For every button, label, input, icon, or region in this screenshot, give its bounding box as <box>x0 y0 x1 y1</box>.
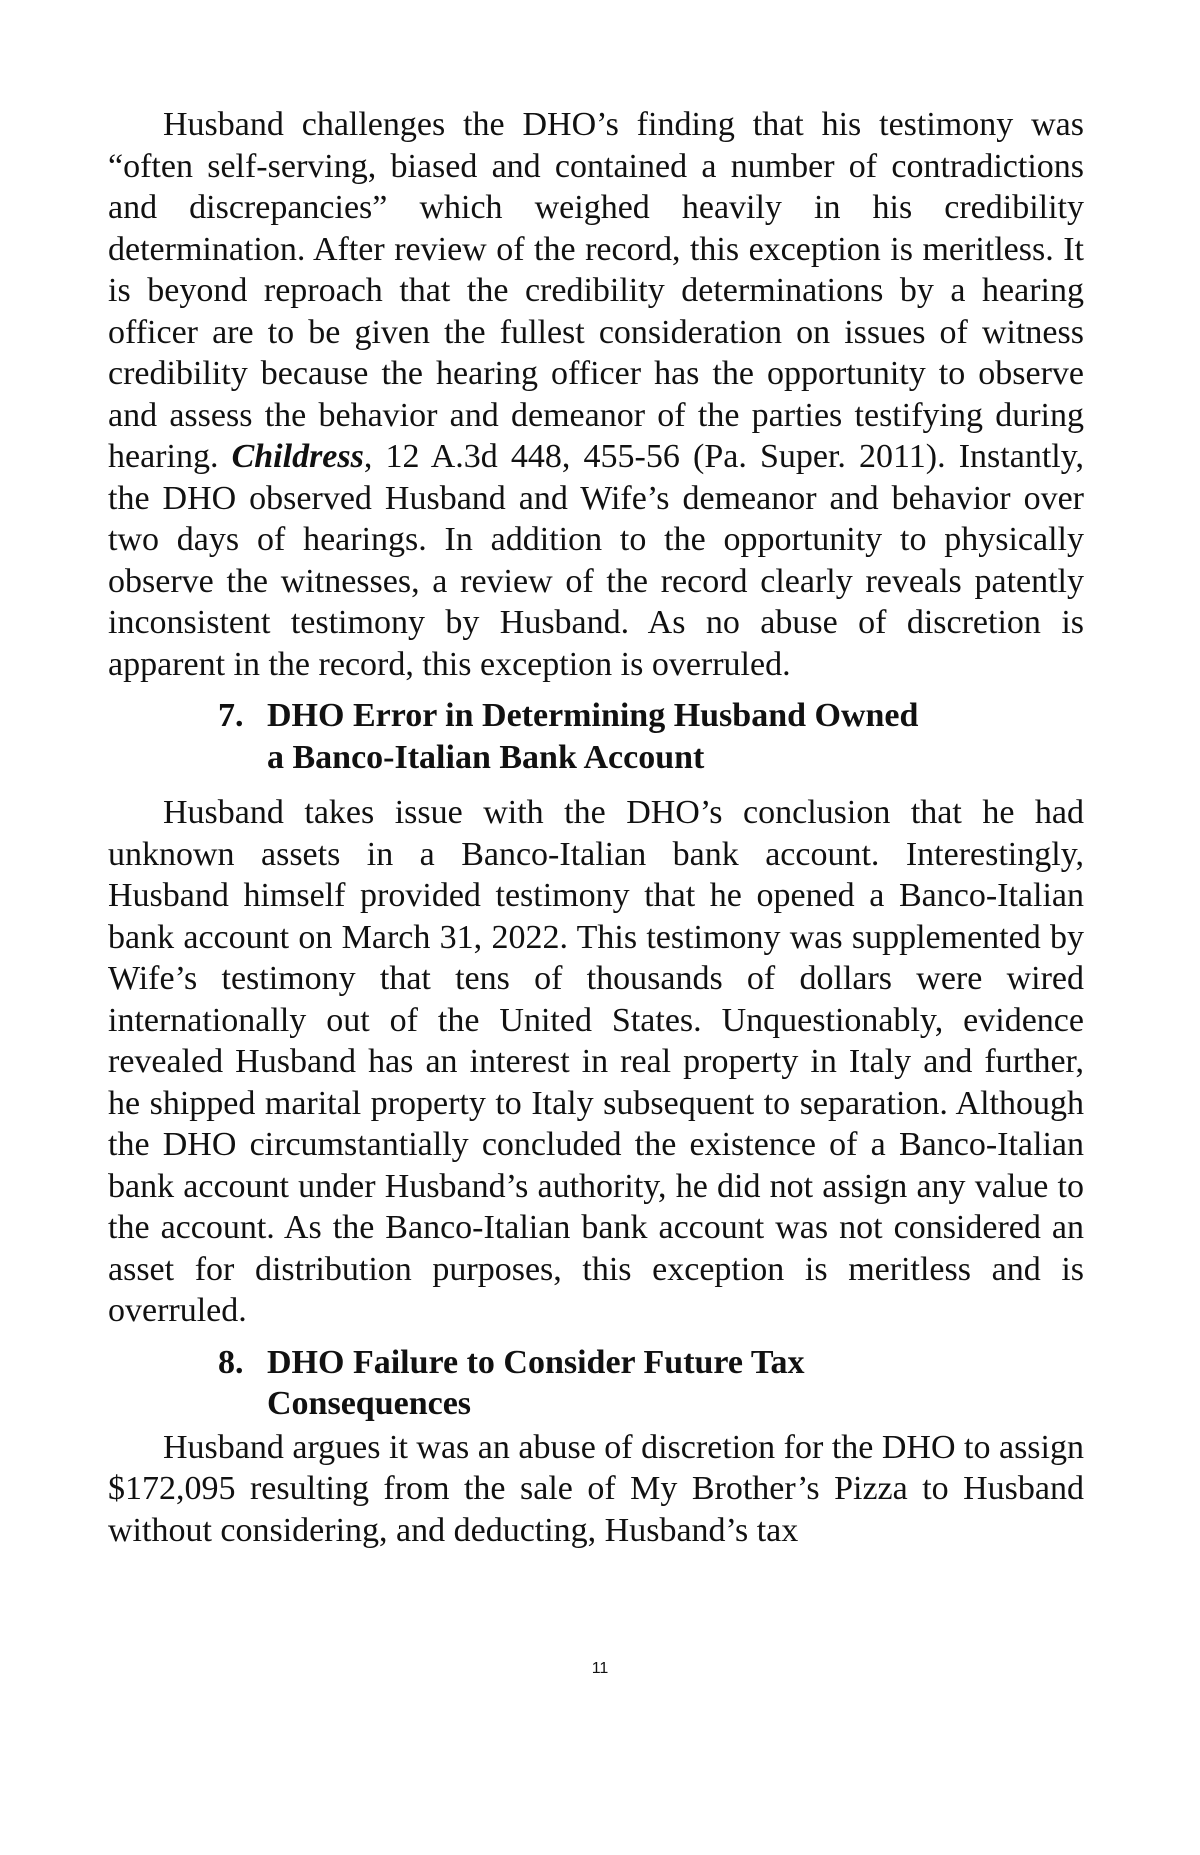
paragraph-tax-consequences: Husband argues it was an abuse of discretion for the DHO to assign $172,095 resulting from the sale of My Brother’s Pizza to Husband without considering, and deducting, Husband’s tax <box>108 1428 1084 1549</box>
section-title-line: a Banco-Italian Bank Account <box>267 738 705 776</box>
section-heading-8 <box>108 1342 1084 1425</box>
section-number: 7. <box>218 697 244 734</box>
section-number: 8. <box>218 1343 244 1381</box>
section-title-line: DHO Failure to Consider Future Tax <box>267 1343 805 1381</box>
case-citation-name: Childress <box>231 438 364 475</box>
paragraph-text: Husband challenges the DHO’s finding that his testimony was “often self-serving, biased and contained a number of contradictions and discrepancies” which weighed heavily in his credibility determination. After review of the record, this exception is meritless. It is beyond reproach that the credibility determinations by a hearing officer are to be given the fullest consideration on issues of witness credibility because the hearing officer has the opportunity to observe and assess the behavior and demeanor of the parties testifying during hearing. <box>108 106 1084 475</box>
page-number: 11 <box>591 1660 609 1677</box>
paragraph-bank-account: Husband takes issue with the DHO’s conclusion that he had unknown assets in a Banco-Italian bank account. Interestingly, Husband himself provided testimony that he opened a Banco-Italian bank account on March 31, 2022. This testimony was supplemented by Wife’s testimony that tens of thousands of dollars were wired internationally out of the United States. Unquestionably, evidence revealed Husband has an interest in real property in Italy and further, he shipped marital property to Italy subsequent to separation. Although the DHO circumstantially concluded the existence of a Banco-Italian bank account under Husband’s authority, he did not assign any value to the account. As the Banco-Italian bank account was not considered an asset for distribution purposes, this exception is meritless and is overruled. <box>108 794 1084 1329</box>
section-title-line: Consequences <box>267 1385 472 1422</box>
section-title-line: DHO Error in Determining Husband Owned <box>267 697 919 734</box>
document-page <box>108 104 1084 1551</box>
paragraph-credibility <box>108 104 1084 685</box>
section-title <box>267 695 1084 778</box>
section-heading-7 <box>108 695 1084 778</box>
paragraph-text: , 12 A.3d 448, 455-56 (Pa. Super. 2011). Instantly, the DHO observed Husband and Wife’s demeanor and behavior over two days of hearings. In addition to the opportunity to physically observe the witnesses, a review of the record clearly reveals patently inconsistent testimony by Husband. As no abuse of discretion is apparent in the record, this exception is overruled. <box>108 438 1085 683</box>
section-title <box>267 1342 1084 1425</box>
